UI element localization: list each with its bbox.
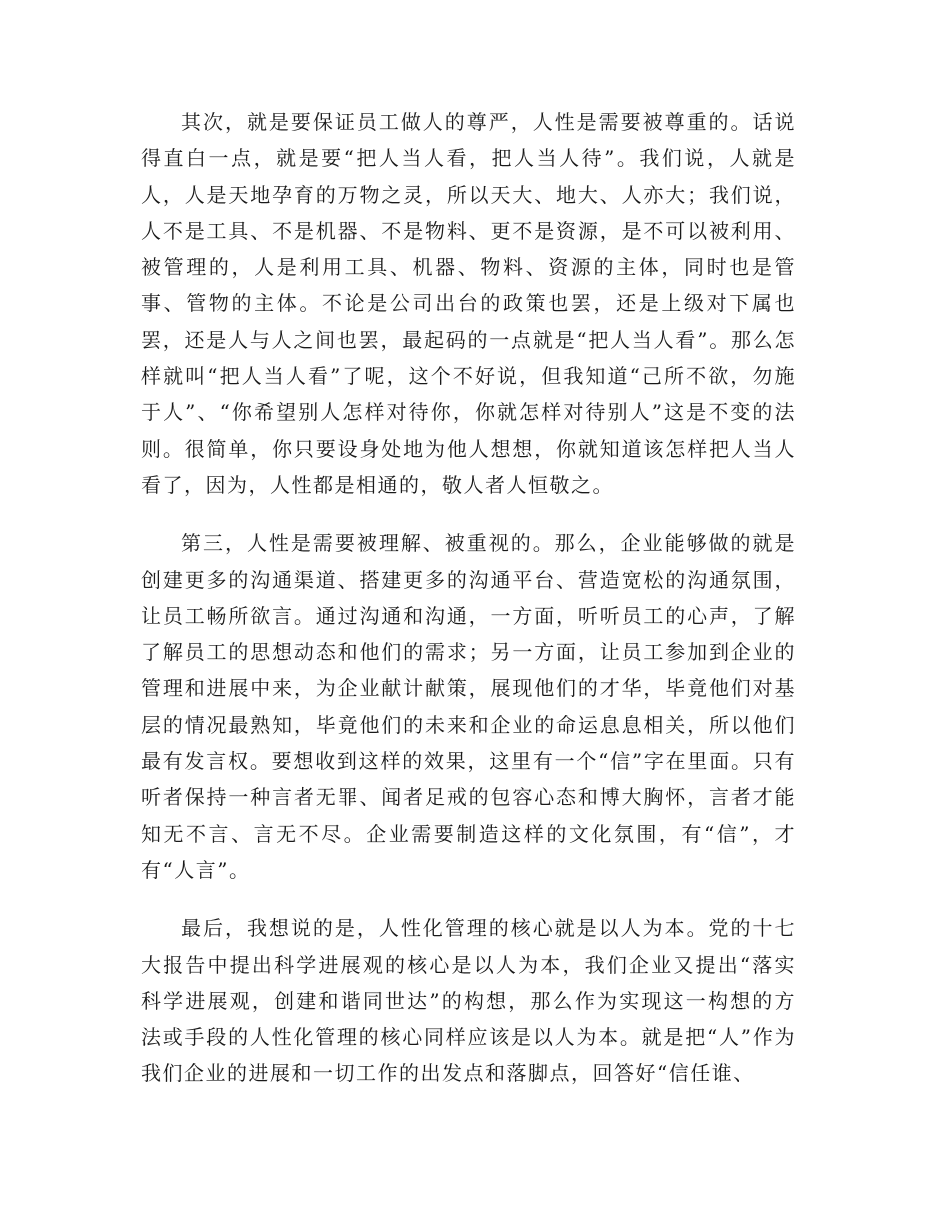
paragraph-understanding: 第三，人性是需要被理解、被重视的。那么，企业能够做的就是创建更多的沟通渠道、搭建更多的沟通平台、营造宽松的沟通氛围，让员工畅所欲言。通过沟通和沟通，一方面，听听员工的心声，了解了解员工的思想动态和他们的需求；另一方面，让员工参加到企业的管理和进展中来，为企业献计献策，展现他们的才华，毕竟他们对基层的情况最熟知，毕竟他们的未来和企业的命运息息相关，所以他们最有发言权。要想收到这样的效果，这里有一个“信”字在里面。只有听者保持一种言者无罪、闻者足戒的包容心态和博大胸怀，言者才能知无不言、言无不尽。企业需要制造这样的文化氛围，有“信”，才有“人言”。 bbox=[141, 531, 796, 882]
document-page bbox=[141, 104, 796, 1092]
paragraph-dignity: 其次，就是要保证员工做人的尊严，人性是需要被尊重的。话说得直白一点，就是要“把人当人看，把人当人待”。我们说，人就是人，人是天地孕育的万物之灵，所以天大、地大、人亦大；我们说，人不是工具、不是机器、不是物料、更不是资源，是不可以被利用、被管理的，人是利用工具、机器、物料、资源的主体，同时也是管事、管物的主体。不论是公司出台的政策也罢，还是上级对下属也罢，还是人与人之间也罢，最起码的一点就是“把人当人看”。那么怎样就叫“把人当人看”了呢，这个不好说，但我知道“己所不欲，勿施于人”、“你希望别人怎样对待你，你就怎样对待别人”这是不变的法则。很简单，你只要设身处地为他人想想，你就知道该怎样把人当人看了，因为，人性都是相通的，敬人者人恒敬之。 bbox=[141, 110, 796, 497]
paragraph-people-oriented: 最后，我想说的是，人性化管理的核心就是以人为本。党的十七大报告中提出科学进展观的核心是以人为本，我们企业又提出“落实科学进展观，创建和谐同世达”的构想，那么作为实现这一构想的方法或手段的人性化管理的核心同样应该是以人为本。就是把“人”作为我们企业的进展和一切工作的出发点和落脚点，回答好“信任谁、 bbox=[141, 916, 796, 1086]
